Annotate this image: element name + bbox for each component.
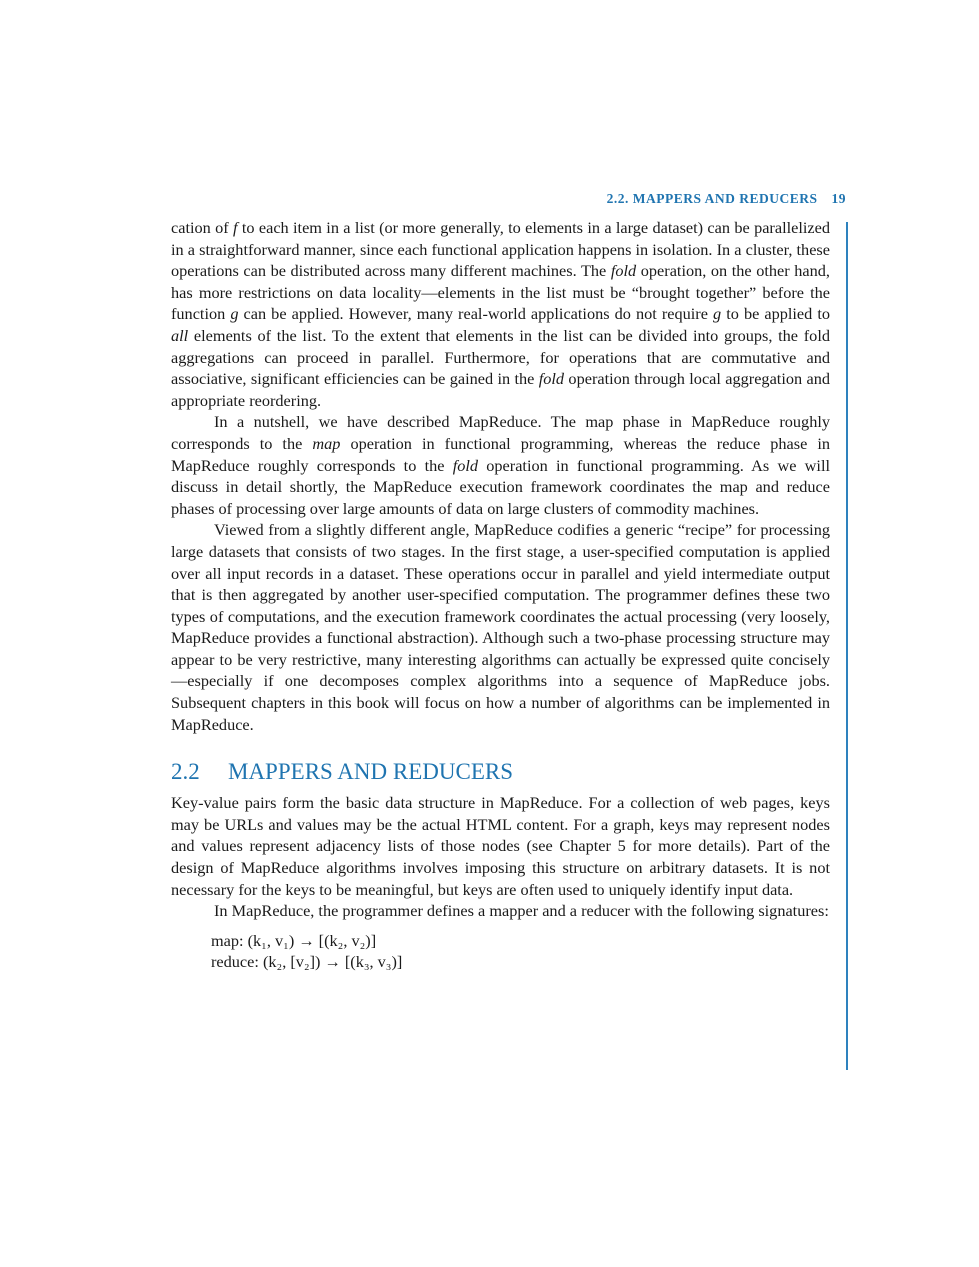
- emph-fold: fold: [610, 261, 637, 281]
- paragraph-5: In MapReduce, the programmer defines a mapper and a reducer with the following signatures:: [214, 901, 829, 921]
- emph-fold: fold: [452, 455, 479, 475]
- emph-map: map: [312, 433, 341, 453]
- page-number: 19: [831, 191, 846, 206]
- text-run: operation through local aggregation and appropriate reordering.: [171, 369, 830, 410]
- text-run: cation of: [171, 218, 234, 237]
- paragraph-3: Viewed from a slightly different angle, MapReduce codifies a generic “recipe” for processing large datasets that consists of two stages. In the first stage, a user-specified computation is applied over all input records in a dataset. These operations occur in parallel and yield intermediate output that is then aggregated by another user-specified computation. The programmer defines these two types of computations, and the execution framework coordinates the actual processing (very loosely, MapReduce provides a functional abstraction). Although such a two-phase processing structure may appear to be very restrictive, many interesting algorithms can actually be expressed quite concisely—especially if one decomposes complex algorithms into a sequence of MapReduce jobs. Subsequent chapters in this book will focus on how a number of algorithms can be implemented in MapReduce.: [171, 520, 830, 734]
- margin-rule: [846, 222, 848, 1070]
- running-head: [170, 191, 846, 207]
- math-g: g: [713, 304, 722, 324]
- text-run: to be applied to: [721, 304, 831, 324]
- text-run: operation, on the other hand, has more restrictions on data locality—elements in the list must be “brought together” before the function: [171, 261, 830, 324]
- paragraph-4: Key-value pairs form the basic data structure in MapReduce. For a collection of web pages, keys may be URLs and values may be the actual HTML content. For a graph, keys may represent nodes and values represent adjacency lists of those nodes (see Chapter 5 for more details). Part of the design of MapReduce algorithms involves imposing this structure on arbitrary datasets. It is not necessary for the keys to be meaningful, but keys are often used to uniquely identify input data.: [171, 793, 830, 899]
- section-title: MAPPERS AND REDUCERS: [228, 759, 514, 785]
- paragraph-2: [171, 411, 830, 519]
- math-f: f: [233, 218, 238, 237]
- page-body: [171, 217, 830, 973]
- running-head-section: 2.2. MAPPERS AND REDUCERS: [606, 191, 818, 206]
- map-signature: map: (k₁, v₁) → [(k₂, v₂)]: [211, 930, 377, 950]
- emph-all: all: [171, 325, 189, 345]
- text-run: operation in functional programming. As we will discuss in detail shortly, the MapReduce execution framework coordinates the map and reduce phases of processing over large amounts of data on large clusters of commodity machines.: [171, 455, 830, 518]
- emph-fold: fold: [538, 369, 565, 389]
- reduce-signature: reduce: (k₂, [v₂]) → [(k₃, v₃)]: [211, 952, 403, 972]
- text-run: elements of the list. To the extent that elements in the list can be divided into groups, the fold aggregations can proceed in parallel. Furthermore, for operations that are commutative and associative, significant efficiencies can be gained in the: [171, 325, 830, 389]
- text-run: In a nutshell, we have described MapReduce. The map phase in MapReduce roughly corresponds to the: [171, 412, 830, 453]
- text-run: can be applied. However, many real-world applications do not require: [238, 304, 714, 324]
- section-number: 2.2: [171, 759, 200, 785]
- section-heading: [171, 758, 830, 786]
- text-run: operation in functional programming, whereas the reduce phase in MapReduce roughly corresponds to the: [171, 433, 830, 475]
- math-g: g: [230, 304, 239, 324]
- signature-block: [171, 930, 830, 973]
- text-run: to each item in a list (or more generally, to elements in a large dataset) can be parallelized in a straightforward manner, since each functional application happens in isolation. In a cluster, these operations can be distributed across many different machines. The: [171, 218, 830, 281]
- paragraph-1: [171, 217, 830, 411]
